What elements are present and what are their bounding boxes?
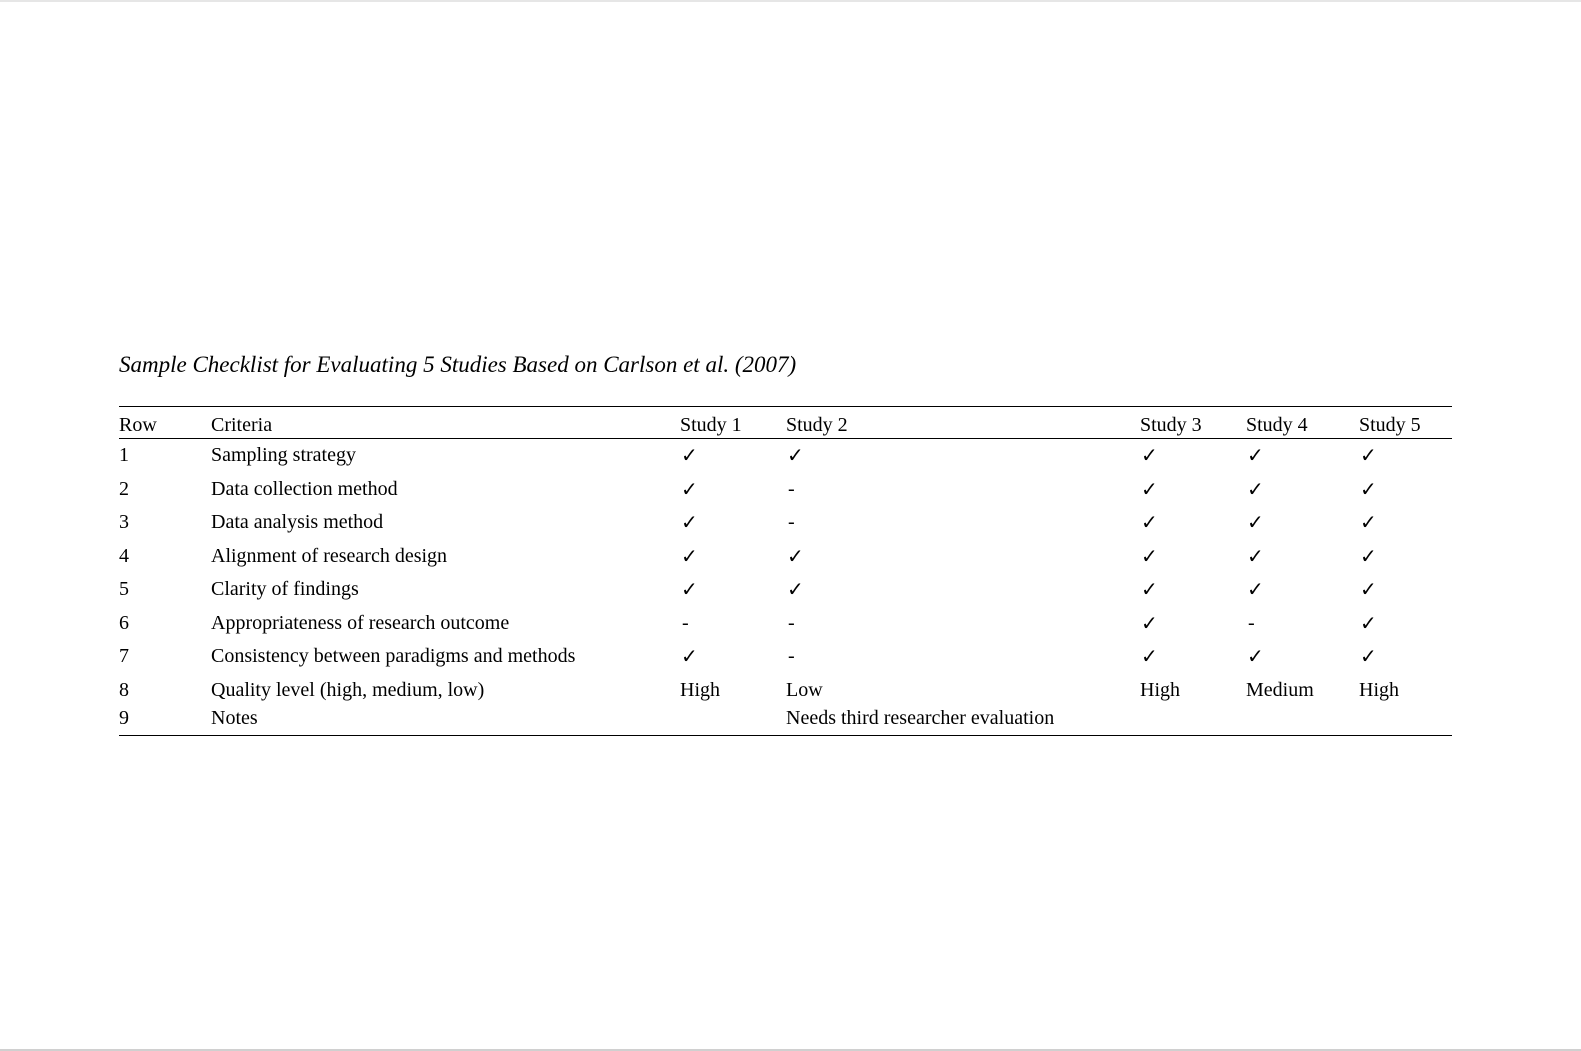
criteria-cell: Consistency between paradigms and methods [211, 645, 576, 668]
table-caption: Sample Checklist for Evaluating 5 Studies Based on Carlson et al. (2007) [119, 352, 797, 377]
check-icon: ✓ [681, 443, 698, 468]
table-row [119, 540, 1452, 574]
study-3-cell [1140, 506, 1246, 540]
study-1-cell [680, 573, 786, 607]
study-4-cell [1246, 506, 1359, 540]
row-number: 9 [119, 707, 129, 729]
check-icon: ✓ [1141, 577, 1158, 602]
study-2-cell [786, 573, 1140, 607]
study-4-cell [1246, 540, 1359, 574]
header-row-number: Row [119, 414, 157, 436]
study-1-cell [680, 473, 786, 507]
study-5-cell [1359, 540, 1452, 574]
check-icon: ✓ [1360, 577, 1377, 602]
study-4-cell [1246, 473, 1359, 507]
study-1-cell: High [680, 678, 720, 701]
criteria-cell: Alignment of research design [211, 544, 448, 567]
study-5-cell [1359, 439, 1452, 473]
check-icon: ✓ [1141, 476, 1158, 501]
table-row [119, 707, 1452, 736]
check-icon: ✓ [1360, 644, 1377, 669]
study-3-cell [1140, 573, 1246, 607]
study-5-cell [1359, 640, 1452, 674]
check-icon: ✓ [787, 577, 804, 602]
study-5-cell [1359, 573, 1452, 607]
study-4-cell: Medium [1246, 678, 1314, 701]
check-icon: ✓ [787, 543, 804, 568]
check-icon: ✓ [1247, 577, 1264, 602]
row-number: 4 [119, 544, 129, 567]
check-icon: ✓ [681, 543, 698, 568]
dash-mark: - [788, 511, 795, 534]
criteria-cell: Data analysis method [211, 511, 384, 534]
study-3-cell [1140, 439, 1246, 473]
header-study-1: Study 1 [680, 414, 742, 436]
study-3-cell: High [1140, 678, 1180, 701]
study-1-cell [680, 540, 786, 574]
table-row [119, 473, 1452, 507]
check-icon: ✓ [787, 443, 804, 468]
study-2-cell [786, 439, 1140, 473]
study-2-cell [786, 506, 1140, 540]
criteria-cell: Data collection method [211, 477, 398, 500]
study-4-cell [1246, 439, 1359, 473]
check-icon: ✓ [1141, 610, 1158, 635]
study-1-cell [680, 707, 786, 736]
study-1-cell [680, 607, 786, 641]
row-number: 3 [119, 511, 129, 534]
row-number: 2 [119, 477, 129, 500]
dash-mark: - [788, 645, 795, 668]
study-2-cell [786, 607, 1140, 641]
header-study-4: Study 4 [1246, 414, 1308, 436]
table-row [119, 607, 1452, 641]
check-icon: ✓ [1247, 543, 1264, 568]
criteria-cell: Notes [211, 707, 258, 729]
dash-mark: - [1248, 611, 1255, 634]
check-icon: ✓ [681, 510, 698, 535]
table-row [119, 640, 1452, 674]
check-icon: ✓ [1247, 644, 1264, 669]
row-number: 6 [119, 611, 129, 634]
criteria-cell: Appropriateness of research outcome [211, 611, 510, 634]
row-number: 8 [119, 678, 129, 701]
check-icon: ✓ [1247, 510, 1264, 535]
study-5-cell [1359, 506, 1452, 540]
table-row [119, 674, 1452, 708]
study-2-notes-cell: Needs third researcher evaluation [786, 707, 1055, 729]
study-1-cell [680, 640, 786, 674]
check-icon: ✓ [1141, 443, 1158, 468]
row-number: 5 [119, 578, 129, 601]
top-border [0, 0, 1581, 2]
evaluation-checklist-table [119, 406, 1452, 736]
check-icon: ✓ [681, 644, 698, 669]
study-4-cell [1246, 640, 1359, 674]
check-icon: ✓ [1247, 476, 1264, 501]
study-3-cell [1140, 540, 1246, 574]
study-2-cell [786, 473, 1140, 507]
study-4-cell [1246, 607, 1359, 641]
check-icon: ✓ [1360, 443, 1377, 468]
header-row [119, 407, 1452, 439]
dash-mark: - [788, 477, 795, 500]
criteria-cell: Sampling strategy [211, 444, 356, 467]
study-1-cell [680, 506, 786, 540]
check-icon: ✓ [1360, 510, 1377, 535]
criteria-cell: Quality level (high, medium, low) [211, 678, 485, 701]
check-icon: ✓ [681, 476, 698, 501]
table-row [119, 573, 1452, 607]
header-study-5: Study 5 [1359, 414, 1421, 436]
study-5-cell [1359, 473, 1452, 507]
check-icon: ✓ [1141, 510, 1158, 535]
header-criteria: Criteria [211, 414, 273, 436]
check-icon: ✓ [681, 577, 698, 602]
study-2-cell: Low [786, 678, 823, 701]
study-2-cell [786, 640, 1140, 674]
study-3-cell [1140, 640, 1246, 674]
check-icon: ✓ [1360, 543, 1377, 568]
header-study-2: Study 2 [786, 414, 848, 436]
table-header [119, 407, 1452, 439]
study-3-cell [1140, 473, 1246, 507]
check-icon: ✓ [1247, 443, 1264, 468]
check-icon: ✓ [1360, 610, 1377, 635]
header-study-3: Study 3 [1140, 414, 1202, 436]
check-icon: ✓ [1360, 476, 1377, 501]
table-body [119, 439, 1452, 736]
dash-mark: - [788, 611, 795, 634]
table-row [119, 439, 1452, 473]
check-icon: ✓ [1141, 543, 1158, 568]
study-5-cell: High [1359, 678, 1399, 701]
study-4-cell [1246, 573, 1359, 607]
table-row [119, 506, 1452, 540]
criteria-cell: Clarity of findings [211, 578, 359, 601]
dash-mark: - [682, 611, 689, 634]
study-5-cell [1359, 607, 1452, 641]
study-1-cell [680, 439, 786, 473]
row-number: 7 [119, 645, 129, 668]
check-icon: ✓ [1141, 644, 1158, 669]
study-2-cell [786, 540, 1140, 574]
study-3-cell [1140, 607, 1246, 641]
row-number: 1 [119, 444, 129, 467]
